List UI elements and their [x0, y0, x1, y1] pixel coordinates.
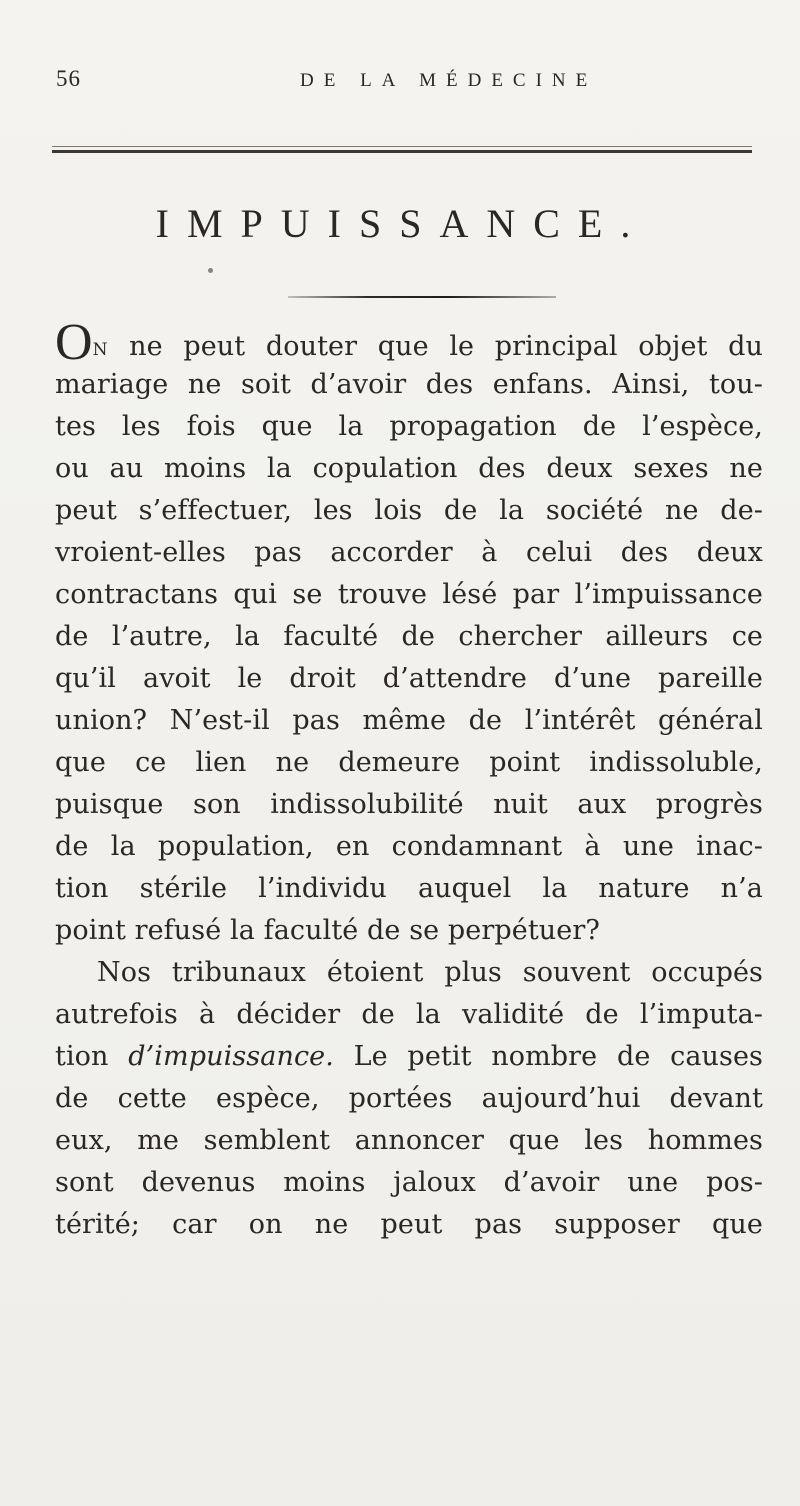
section-title: IMPUISSANCE. — [155, 201, 649, 246]
text-line: de cette espèce, portées aujourd’hui devant — [55, 1083, 763, 1114]
text-line: peut s’effectuer, les lois de la société ne de- — [55, 495, 763, 526]
text-line: tes les fois que la propagation de l’espèce, — [55, 411, 763, 442]
italic-term: d’impuissance. — [128, 1041, 334, 1072]
text-line: ou au moins la copulation des deux sexes ne — [55, 453, 763, 484]
text-line: qu’il avoit le droit d’attendre d’une pareille — [55, 663, 763, 694]
text-line: que ce lien ne demeure point indissoluble, — [55, 747, 763, 778]
text-line: térité; car on ne peut pas supposer que — [55, 1209, 763, 1240]
text-line: de la population, en condamnant à une inac- — [55, 831, 763, 862]
running-head — [0, 66, 800, 96]
page-number: 56 — [56, 66, 81, 91]
text-line: puisque son indissolubilité nuit aux progrès — [55, 789, 763, 820]
text-line: autrefois à décider de la validité de l’imputa- — [55, 999, 763, 1030]
text-line: contractans qui se trouve lésé par l’impuissance — [55, 579, 763, 610]
text-line: sont devenus moins jaloux d’avoir une pos- — [55, 1167, 763, 1198]
text-line: tion d’impuissance. Le petit nombre de causes — [55, 1041, 763, 1072]
text-line: tion stérile l’individu auquel la nature n’a — [55, 873, 763, 904]
body-text — [55, 314, 763, 1246]
running-title: DE LA MÉDECINE — [300, 70, 598, 91]
text-line: mariage ne soit d’avoir des enfans. Ainsi, tou- — [55, 369, 763, 400]
drop-cap-rest: N — [92, 340, 109, 360]
text-line: union? N’est-il pas même de l’intérêt général — [55, 705, 763, 736]
text-line: ON ne peut douter que le principal objet du — [55, 314, 763, 371]
text-line: point refusé la faculté de se perpétuer? — [55, 915, 600, 946]
ink-dot — [208, 268, 213, 273]
drop-cap: O — [55, 314, 93, 371]
text-line: vroient-elles pas accorder à celui des deux — [55, 537, 763, 568]
text-line: de l’autre, la faculté de chercher ailleurs ce — [55, 621, 763, 652]
title-rule — [288, 296, 556, 298]
text-line: Nos tribunaux étoient plus souvent occupés — [97, 957, 763, 988]
header-rule — [52, 146, 752, 154]
text-line: eux, me semblent annoncer que les hommes — [55, 1125, 763, 1156]
